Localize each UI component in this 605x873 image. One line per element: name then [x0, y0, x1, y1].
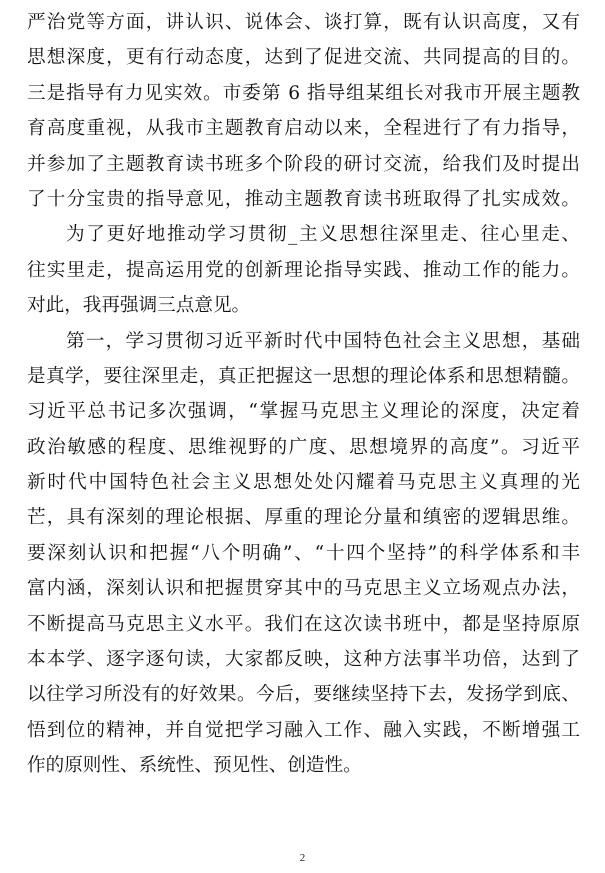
page-number: 2 [299, 852, 306, 864]
text-line: 是真学，要往深里走，真正把握这一思想的理论体系和思想精髓。 [27, 365, 580, 387]
paragraph [27, 217, 580, 323]
text-line: 并参加了主题教育读书班多个阶段的研讨交流，给我们及时提出 [27, 153, 580, 175]
text-line: 为了更好地推动学习贯彻_主义思想往深里走、往心里走、 [66, 224, 580, 246]
text-line: 政治敏感的程度、思维视野的广度、思想境界的高度”。习近平 [27, 436, 580, 458]
text-line: 第一，学习贯彻习近平新时代中国特色社会主义思想，基础 [66, 330, 580, 352]
text-line: 要深刻认识和把握“八个明确”、“十四个坚持”的科学体系和丰 [27, 542, 580, 564]
text-line: 作的原则性、系统性、预见性、创造性。 [27, 755, 362, 777]
text-line: 新时代中国特色社会主义思想处处闪耀着马克思主义真理的光 [27, 472, 580, 494]
text-line: 育高度重视，从我市主题教育启动以来，全程进行了有力指导， [27, 118, 580, 140]
text-line: 三是指导有力见实效。市委第 6 指导组某组长对我市开展主题教 [27, 82, 580, 104]
text-line: 富内涵，深刻认识和把握贯穿其中的马克思主义立场观点办法， [27, 578, 580, 600]
body-text [27, 5, 580, 784]
text-line: 思想深度，更有行动态度，达到了促进交流、共同提高的目的。 [27, 47, 580, 69]
text-line: 往实里走，提高运用党的创新理论指导实践、推动工作的能力。 [27, 259, 580, 281]
text-line: 本本学、逐字逐句读，大家都反映，这种方法事半功倍，达到了 [27, 649, 580, 671]
text-line: 对此，我再强调三点意见。 [27, 295, 251, 317]
text-line: 了十分宝贵的指导意见，推动主题教育读书班取得了扎实成效。 [27, 188, 580, 210]
text-line: 严治党等方面，讲认识、说体会、谈打算，既有认识高度，又有 [27, 12, 580, 33]
text-line: 不断提高马克思主义水平。我们在这次读书班中，都是坚持原原 [27, 613, 580, 635]
paragraph [27, 5, 580, 217]
text-line: 以往学习所没有的好效果。今后，要继续坚持下去，发扬学到底、 [27, 684, 580, 706]
text-line: 芒，具有深刻的理论根据、厚重的理论分量和缜密的逻辑思维。 [27, 507, 580, 529]
paragraph [27, 324, 580, 784]
text-line: 悟到位的精神，并自觉把学习融入工作、融入实践，不断增强工 [27, 719, 580, 741]
text-line: 习近平总书记多次强调，“掌握马克思主义理论的深度，决定着 [27, 401, 580, 423]
